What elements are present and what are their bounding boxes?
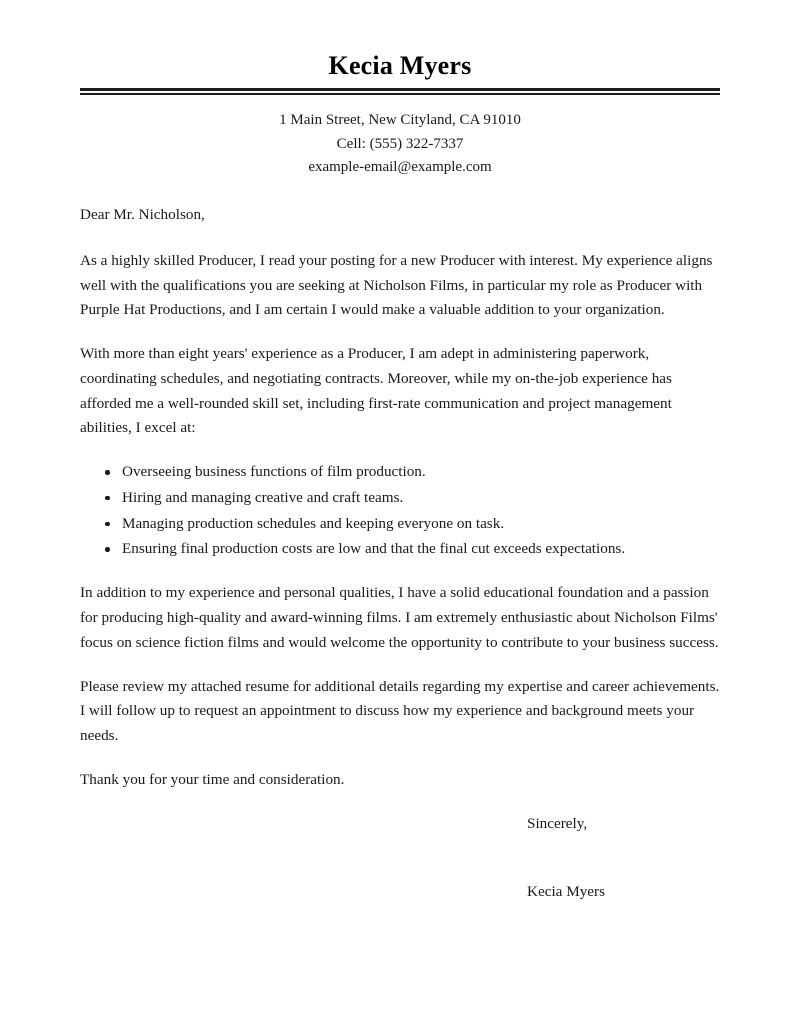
- closing-salutation: Sincerely,: [527, 814, 588, 832]
- list-item: Ensuring final production costs are low and that the final cut exceeds expectations.: [80, 537, 720, 562]
- header-divider: [80, 88, 720, 95]
- contact-block: [80, 109, 720, 179]
- body-paragraph-4: Please review my attached resume for additional details regarding my expertise and career achievements. I will follow up to request an appointment to discuss how my experience and background meets your needs.: [80, 677, 720, 745]
- contact-email: example-email@example.com: [308, 158, 492, 175]
- contact-address: 1 Main Street, New Cityland, CA 91010: [279, 112, 521, 129]
- salutation: Dear Mr. Nicholson,: [80, 206, 205, 224]
- body-paragraph-2: With more than eight years' experience as a Producer, I am adept in administering paperwork, coordinating schedules, and negotiating contracts. Moreover, while my on-the-job experience has afforded me a well-rounded skill set, including first-rate communication and project management abilities, I excel at:: [80, 345, 672, 437]
- letterhead: [80, 52, 720, 179]
- list-item: Hiring and managing creative and craft teams.: [80, 486, 720, 511]
- list-item: Managing production schedules and keeping everyone on task.: [80, 512, 720, 537]
- body-paragraph-1: As a highly skilled Producer, I read your posting for a new Producer with interest. My experience aligns well with the qualifications you are seeking at Nicholson Films, in particular my role as Producer with Purple Hat Productions, and I am certain I would make a valuable addition to your organization.: [80, 251, 713, 319]
- sender-name: Kecia Myers: [328, 51, 472, 80]
- contact-phone: Cell: (555) 322-7337: [336, 135, 464, 152]
- body-paragraph-5: Thank you for your time and consideration.: [80, 770, 345, 788]
- list-item: Overseeing business functions of film production.: [80, 460, 720, 485]
- skills-list: [80, 460, 720, 562]
- signature-name: Kecia Myers: [527, 883, 606, 901]
- letter-body: [80, 203, 720, 793]
- divider-rule-thin: [80, 93, 720, 95]
- body-paragraph-3: In addition to my experience and personal qualities, I have a solid educational foundation and a passion for producing high-quality and award-winning films. I am extremely enthusiastic about Nicholson Films' focus on science fiction films and would welcome the opportunity to contribute to your business success.: [80, 584, 719, 651]
- closing-block: [80, 812, 720, 906]
